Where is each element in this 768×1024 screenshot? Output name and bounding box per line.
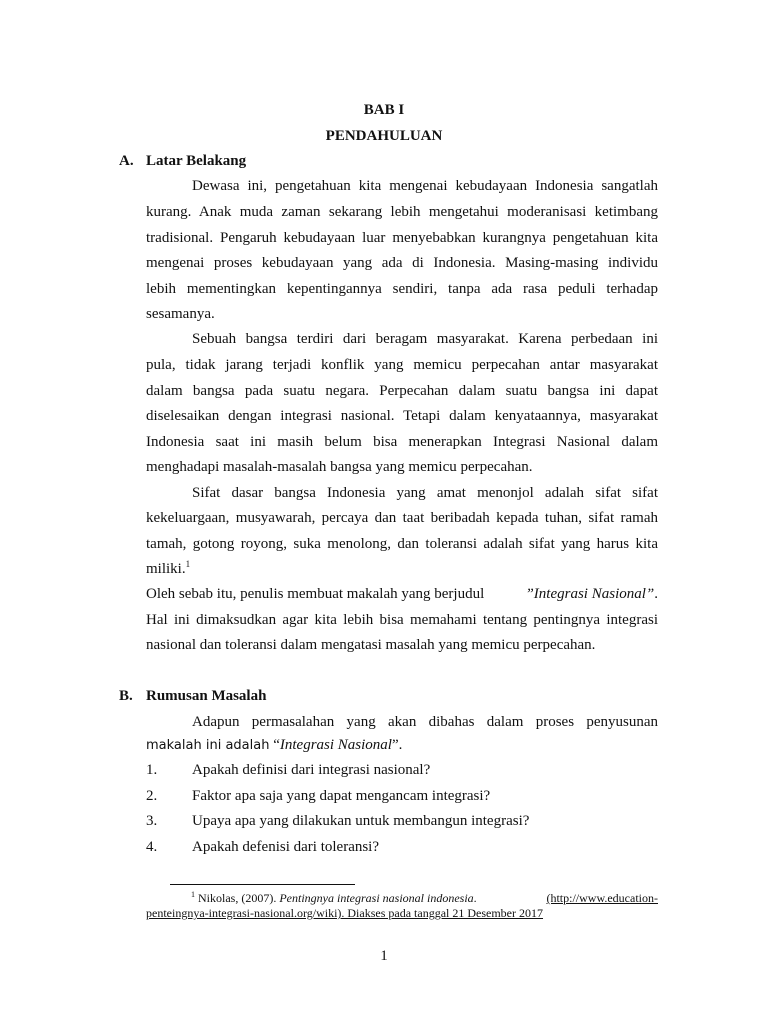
rumusan-intro-line: Adapun permasalahan yang akan dibahas dalam proses penyusunan [192, 714, 658, 730]
section-b-heading: Rumusan Masalah [146, 688, 267, 704]
text-line: nasional dan toleransi dalam mengatasi masalah yang memicu perpecahan. [146, 637, 596, 653]
text-fragment: makalah ini adalah [146, 738, 270, 753]
footnote-link[interactable]: (http://www.education- [546, 891, 658, 905]
footnote-title: Pentingnya integrasi nasional indonesia [279, 891, 474, 905]
section-a-letter: A. [119, 153, 134, 169]
section-b-letter: B. [119, 688, 133, 704]
text-line [146, 586, 658, 603]
text-line: tradisional. Pengaruh kebudayaan luar menyebabkan kurangnya pengetahuan kita [146, 230, 658, 246]
chapter-number: BAB I [363, 102, 405, 118]
text-fragment: “ [269, 737, 280, 753]
text-line: sesamanya. [146, 306, 215, 322]
text-line: Dewasa ini, pengetahuan kita mengenai kebudayaan Indonesia sangatlah [192, 178, 658, 194]
list-text: Faktor apa saja yang dapat mengancam integrasi? [192, 788, 491, 804]
text-line [146, 561, 658, 578]
footnote-author: Nikolas, (2007). [195, 891, 280, 905]
text-fragment: . [654, 586, 658, 602]
text-line: menghadapi masalah-masalah bangsa yang memicu perpecahan. [146, 459, 533, 475]
list-text: Apakah defenisi dari toleransi? [192, 839, 380, 855]
footnote-reference[interactable]: 1 [185, 559, 191, 569]
text-fragment: ”. [391, 737, 403, 753]
footnote-line-1 [146, 891, 658, 906]
text-line: kurang. Anak muda zaman sekarang lebih mengetahui moderanisasi ketimbang [146, 204, 658, 220]
rumusan-intro-line-2 [146, 737, 658, 754]
text-line: tamah, gotong royong, suka menolong, dan toleransi adalah sifat yang harus kita [146, 536, 658, 552]
text-line: Indonesia saat ini masih belum bisa menerapkan Integrasi Nasional dalam [146, 434, 658, 450]
chapter-title: PENDAHULUAN [325, 128, 443, 144]
text-line: diselesaikan dengan integrasi nasional. Tetapi dalam kenyataannya, masyarakat [146, 408, 658, 424]
text-line: Hal ini dimaksudkan agar kita lebih bisa memahami tentang pentingnya integrasi [146, 612, 658, 628]
list-number: 1. [146, 762, 158, 778]
list-number: 2. [146, 788, 158, 804]
text-line: lebih mementingkan kepentingannya sendiri, tanpa ada rasa peduli terhadap [146, 281, 658, 297]
text-fragment [146, 891, 477, 906]
footnote-line-2[interactable]: penteingnya-integrasi-nasional.org/wiki). Diakses pada tanggal 21 Desember 2017 [146, 906, 544, 920]
italic-title: Integrasi Nasional [279, 737, 392, 753]
footnote-separator [170, 884, 355, 885]
text-fragment: . [473, 891, 477, 905]
text-line: dalam bangsa pada suatu negara. Perpecahan dalam suatu bangsa ini dapat [146, 383, 658, 399]
list-text: Apakah definisi dari integrasi nasional? [192, 762, 431, 778]
text-line: pula, tidak jarang terjadi konflik yang memicu perpecahan antar masyarakat [146, 357, 658, 373]
text-fragment: Oleh sebab itu, penulis membuat makalah yang berjudul [146, 586, 485, 602]
text-fragment: miliki. [146, 561, 186, 577]
text-fragment [525, 586, 658, 603]
section-a-heading: Latar Belakang [146, 153, 247, 169]
page-number: 1 [380, 948, 388, 964]
text-line: Sifat dasar bangsa Indonesia yang amat menonjol adalah sifat sifat [192, 485, 658, 501]
text-line: Sebuah bangsa terdiri dari beragam masyarakat. Karena perbedaan ini [192, 331, 658, 347]
text-line: kekeluargaan, musyawarah, percaya dan taat beribadah kepada tuhan, sifat ramah [146, 510, 658, 526]
list-number: 4. [146, 839, 158, 855]
list-text: Upaya apa yang dilakukan untuk membangun integrasi? [192, 813, 530, 829]
text-line: mengenai proses kebudayaan yang ada di Indonesia. Masing-masing individu [146, 255, 658, 271]
italic-title: ”Integrasi Nasional” [525, 586, 655, 602]
footnote-mark: 1 [191, 890, 195, 899]
list-number: 3. [146, 813, 158, 829]
